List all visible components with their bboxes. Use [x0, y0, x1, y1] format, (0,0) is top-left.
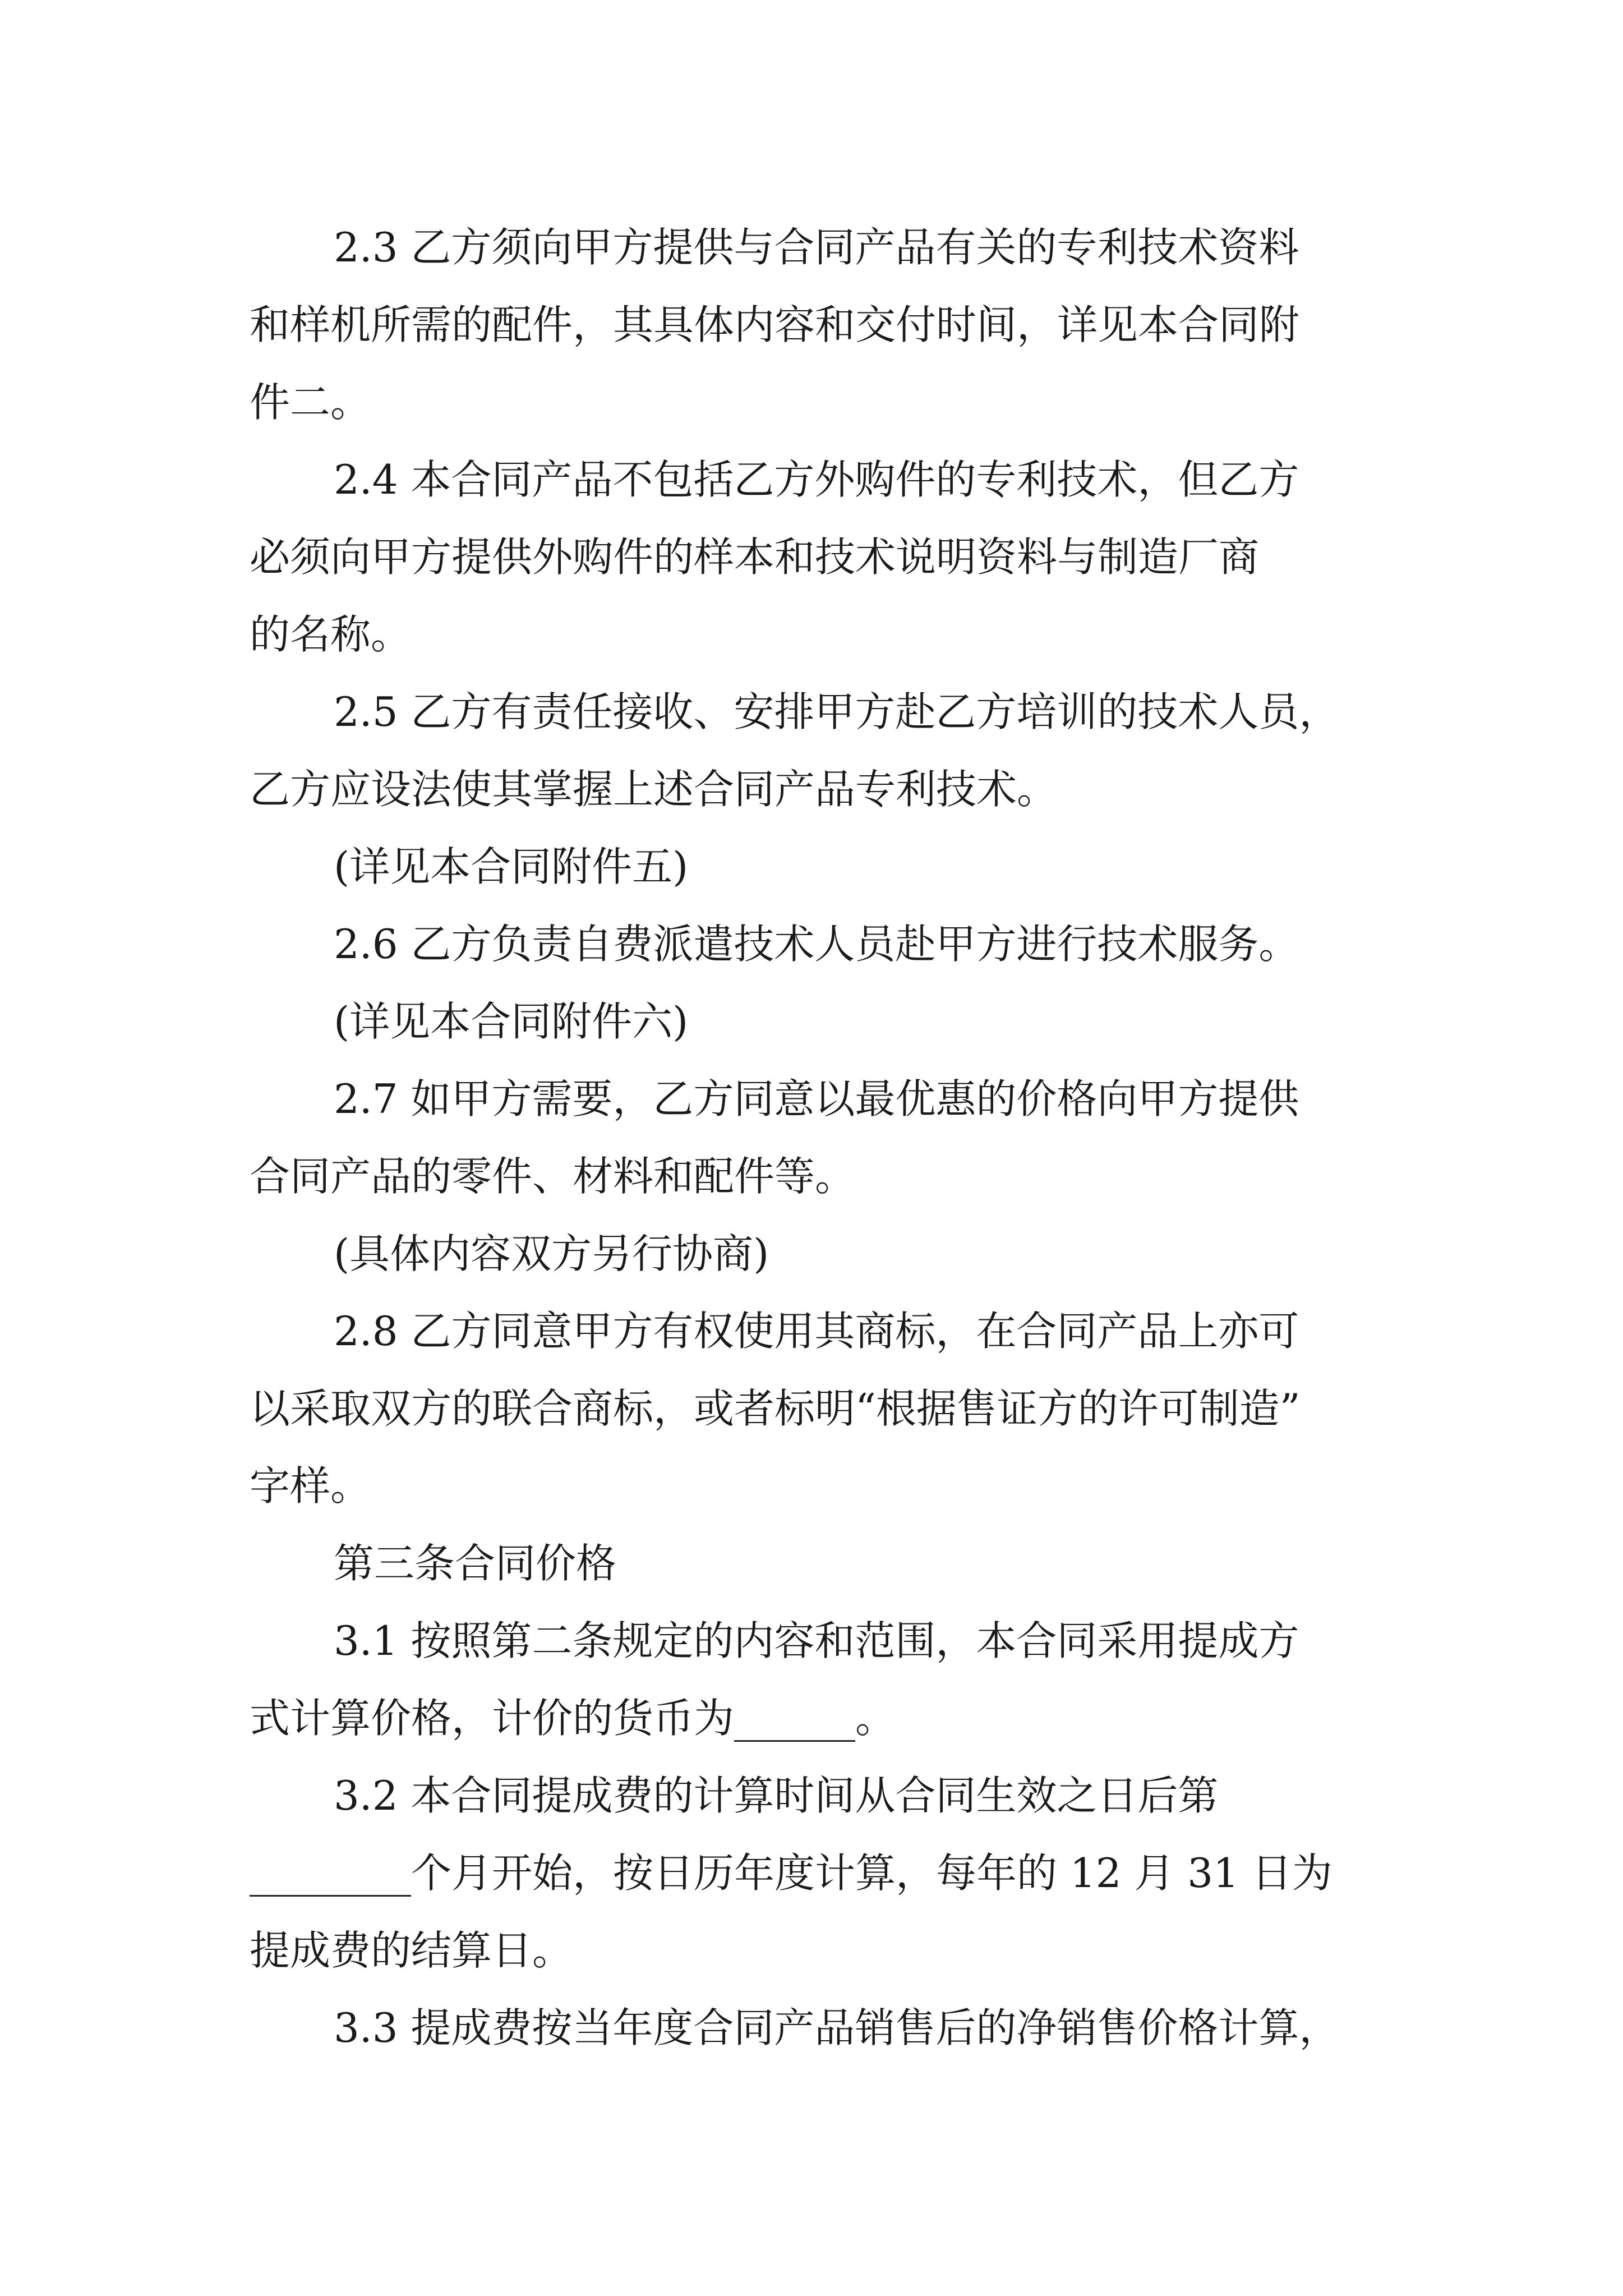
clause-3-2-line-3: 提成费的结算日。: [250, 1927, 573, 1974]
clause-2-4-line-3: 的名称。: [250, 611, 412, 658]
clause-2-7-line-1: 2.7 如甲方需要，乙方同意以最优惠的价格向甲方提供: [334, 1075, 1299, 1122]
clause-2-3-line-3: 件二。: [250, 379, 371, 426]
article-3-heading: 第三条合同价格: [334, 1540, 617, 1587]
clause-3-2-line-1: 3.2 本合同提成费的计算时间从合同生效之日后第: [334, 1772, 1219, 1819]
clause-2-8-line-1: 2.8 乙方同意甲方有权使用其商标，在合同产品上亦可: [334, 1308, 1299, 1355]
clause-2-6-note: (详见本合同附件六): [334, 998, 689, 1045]
clause-2-7-line-2: 合同产品的零件、材料和配件等。: [250, 1153, 856, 1200]
clause-2-7-note: (具体内容双方另行协商): [334, 1230, 769, 1277]
clause-3-1-line-1: 3.1 按照第二条规定的内容和范围，本合同采用提成方: [334, 1617, 1299, 1664]
clause-2-5-line-2: 乙方应设法使其掌握上述合同产品专利技术。: [250, 766, 1058, 813]
clause-2-8-line-3: 字样。: [250, 1462, 371, 1510]
clause-2-5-line-1: 2.5 乙方有责任接收、安排甲方赴乙方培训的技术人员，: [334, 688, 1340, 735]
clause-2-4-line-2: 必须向甲方提供外购件的样本和技术说明资料与制造厂商: [250, 533, 1260, 581]
clause-2-8-line-2: 以采取双方的联合商标，或者标明“根据售证方的许可制造”: [250, 1385, 1301, 1432]
clause-3-2-line-2: ________个月开始，按日历年度计算，每年的 12 月 31 日为: [250, 1849, 1332, 1897]
document-body: [250, 209, 1388, 2067]
clause-2-3-line-2: 和样机所需的配件，其具体内容和交付时间，详见本合同附: [250, 301, 1300, 348]
clause-2-4-line-1: 2.4 本合同产品不包括乙方外购件的专利技术，但乙方: [334, 456, 1299, 503]
clause-2-5-note: (详见本合同附件五): [334, 843, 689, 890]
clause-3-1-line-2: 式计算价格，计价的货币为______。: [250, 1695, 896, 1742]
clause-2-3-line-1: 2.3 乙方须向甲方提供与合同产品有关的专利技术资料: [334, 224, 1299, 271]
clause-3-3-line-1: 3.3 提成费按当年度合同产品销售后的净销售价格计算，: [334, 2004, 1340, 2051]
clause-2-6-line-1: 2.6 乙方负责自费派遣技术人员赴甲方进行技术服务。: [334, 921, 1299, 968]
